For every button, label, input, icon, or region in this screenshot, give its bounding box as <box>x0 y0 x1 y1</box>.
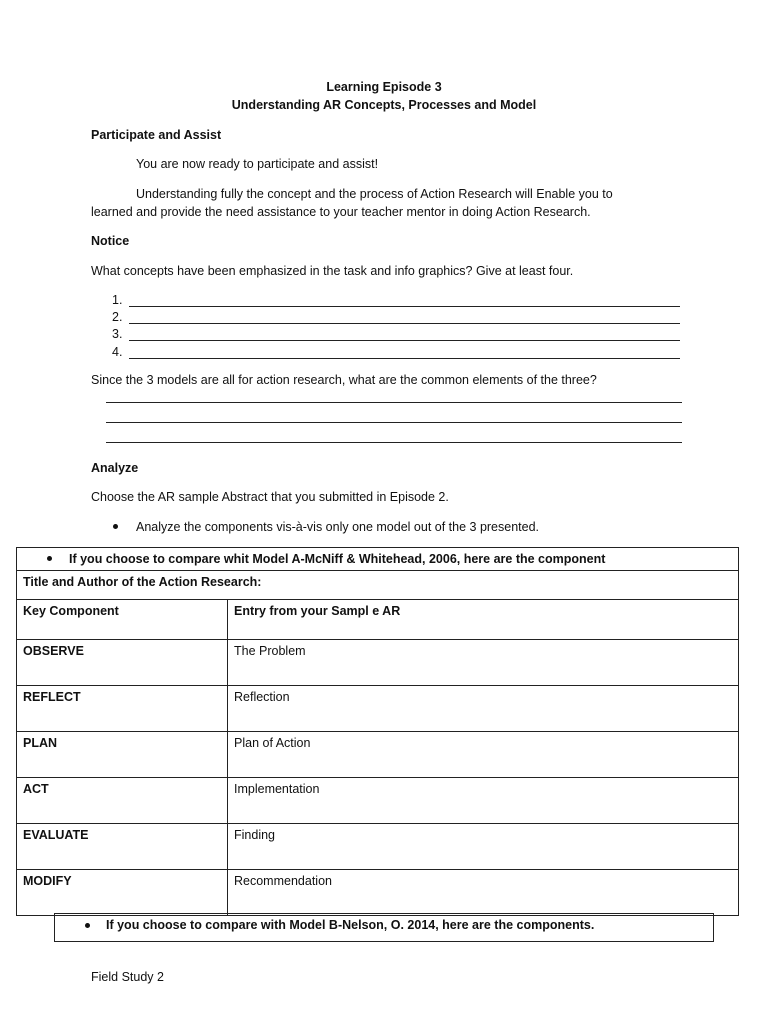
title-author-cell[interactable]: Title and Author of the Action Research: <box>17 571 739 600</box>
table-row <box>17 778 739 824</box>
episode-label: Learning Episode 3 <box>326 80 442 94</box>
table-row <box>17 640 739 686</box>
entry-cell[interactable]: Recommendation <box>228 870 739 916</box>
answer-number: 3. <box>112 327 123 341</box>
column-header-key: Key Component <box>17 600 228 640</box>
participate-paragraph-1: You are now ready to participate and assist! <box>136 157 379 171</box>
table-row <box>17 824 739 870</box>
model-b-header-box <box>54 913 714 942</box>
bullet-icon <box>113 524 118 529</box>
model-b-header-text: If you choose to compare with Model B-Nelson, O. 2014, here are the components. <box>106 918 595 932</box>
model-a-header <box>17 548 739 571</box>
page-title: Understanding AR Concepts, Processes and Model <box>231 98 537 112</box>
entry-cell[interactable]: Reflection <box>228 686 739 732</box>
key-cell: PLAN <box>17 732 228 778</box>
answer-rule-3[interactable] <box>106 442 682 443</box>
table-row <box>17 600 739 640</box>
answer-line-1[interactable] <box>112 292 680 308</box>
entry-cell[interactable]: Finding <box>228 824 739 870</box>
answer-number: 4. <box>112 345 123 359</box>
table-row <box>17 571 739 600</box>
key-cell: ACT <box>17 778 228 824</box>
model-a-table <box>16 547 739 916</box>
bullet-icon <box>85 923 90 928</box>
analyze-instruction: Choose the AR sample Abstract that you submitted in Episode 2. <box>91 490 449 504</box>
column-header-entry: Entry from your Sampl e AR <box>228 600 739 640</box>
key-cell: MODIFY <box>17 870 228 916</box>
notice-heading: Notice <box>91 234 130 248</box>
entry-cell[interactable]: Implementation <box>228 778 739 824</box>
analyze-bullet-text: Analyze the components vis-à-vis only one model out of the 3 presented. <box>136 520 540 534</box>
answer-number: 1. <box>112 293 123 307</box>
answer-rule-2[interactable] <box>106 422 682 423</box>
key-cell: REFLECT <box>17 686 228 732</box>
answer-rule-1[interactable] <box>106 402 682 403</box>
model-a-header-text: If you choose to compare whit Model A-McNiff & Whitehead, 2006, here are the component <box>69 552 606 566</box>
table-row <box>17 732 739 778</box>
entry-cell[interactable]: The Problem <box>228 640 739 686</box>
answer-line-4[interactable] <box>112 344 680 360</box>
footer-text: Field Study 2 <box>91 970 164 984</box>
notice-question-1: What concepts have been emphasized in the task and info graphics? Give at least four. <box>91 264 574 278</box>
key-cell: OBSERVE <box>17 640 228 686</box>
bullet-icon <box>47 556 52 561</box>
table-header-row <box>17 548 739 571</box>
table-row <box>17 870 739 916</box>
answer-line-3[interactable] <box>112 326 680 342</box>
participate-paragraph-2-line-2: learned and provide the need assistance to your teacher mentor in doing Action Research. <box>91 205 591 219</box>
entry-cell[interactable]: Plan of Action <box>228 732 739 778</box>
answer-number: 2. <box>112 310 123 324</box>
key-cell: EVALUATE <box>17 824 228 870</box>
analyze-heading: Analyze <box>91 461 139 475</box>
answer-line-2[interactable] <box>112 309 680 325</box>
table-row <box>17 686 739 732</box>
notice-question-2: Since the 3 models are all for action research, what are the common elements of the three? <box>91 373 597 387</box>
participate-paragraph-2-line-1: Understanding fully the concept and the process of Action Research will Enable you to <box>136 187 613 201</box>
participate-heading: Participate and Assist <box>91 128 222 142</box>
